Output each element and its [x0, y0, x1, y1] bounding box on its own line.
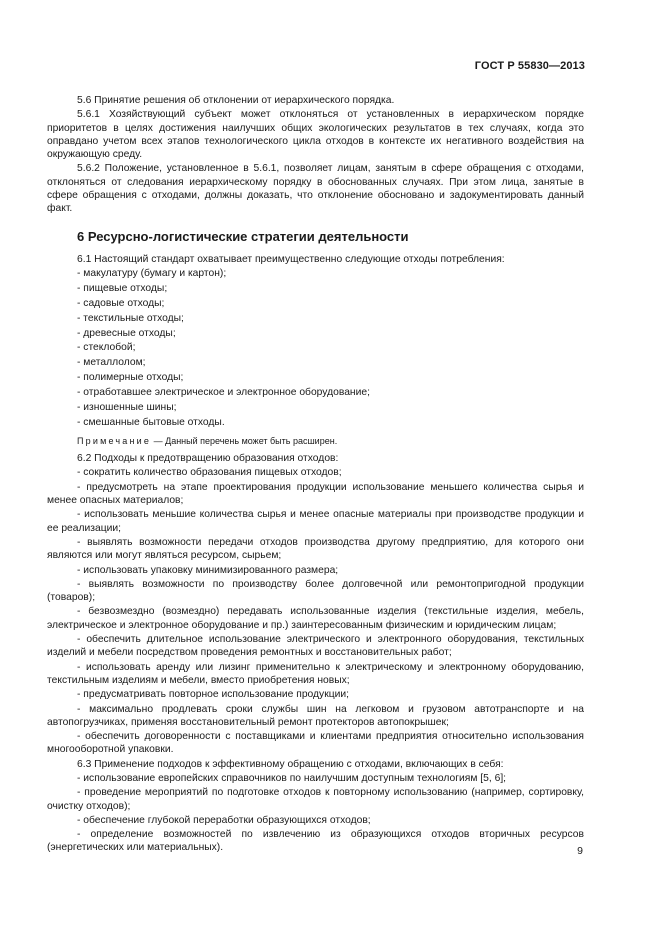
- list-item: - изношенные шины;: [77, 401, 177, 413]
- paragraph-6-2: 6.2 Подходы к предотвращению образования отходов:: [77, 453, 339, 465]
- document-body: [47, 94, 584, 856]
- page-number: 9: [577, 845, 583, 857]
- list-item: - полимерные отходы;: [77, 372, 184, 384]
- list-item: - предусматривать повторное использование продукции;: [77, 689, 349, 701]
- paragraph-5-6-2: 5.6.2 Положение, установленное в 5.6.1, позволяет лицам, занятым в сфере обращения с отходами, отклоняться от следования иерархическому порядку в обоснованных случаях. При этом лица, занятые в сфере обращения с отходами, должны доказать, что отклонение обосновано и задокументировать данный факт.: [47, 163, 584, 215]
- note: [77, 435, 584, 447]
- paragraph-6-1: 6.1 Настоящий стандарт охватывает преимущественно следующие отходы потребления:: [77, 253, 505, 265]
- paragraph-6-3: 6.3 Применение подходов к эффективному обращению с отходами, включающих в себя:: [77, 758, 504, 770]
- paragraph-5-6: 5.6 Принятие решения об отклонении от иерархического порядка.: [77, 95, 395, 106]
- list-item: - выявлять возможности передачи отходов производства другому предприятию, для которого они являются или могут являться ресурсом, сырьем;: [47, 536, 584, 562]
- note-text: — Данный перечень может быть расширен.: [151, 436, 338, 447]
- list-item: - смешанные бытовые отходы.: [77, 416, 225, 428]
- list-item: - предусмотреть на этапе проектирования продукции использование меньшего количества сырья и менее опасных материалов;: [47, 481, 584, 507]
- list-item: - использовать меньшие количества сырья и менее опасные материалы при производстве продукции и ее реализации;: [47, 509, 584, 534]
- list-item: - обеспечение глубокой переработки образующихся отходов;: [77, 814, 371, 826]
- section-6-heading: 6 Ресурсно-логистические стратегии деятельности: [77, 228, 409, 244]
- list-item: - текстильные отходы;: [77, 312, 184, 324]
- waste-list: [47, 267, 584, 429]
- list-item: - садовые отходы;: [77, 297, 165, 309]
- list-item: - обеспечить договоренности с поставщиками и клиентами предприятия относительно использования многооборотной упаковки.: [47, 731, 584, 756]
- list-item: - макулатуру (бумагу и картон);: [77, 267, 227, 279]
- note-label: Примечание: [77, 436, 152, 447]
- list-item: - древесные отходы;: [77, 327, 176, 339]
- document-standard-header: ГОСТ Р 55830—2013: [474, 60, 585, 72]
- list-item: - безвозмездно (возмездно) передавать использованные изделия (текстильные изделия, мебель, электрическое и электронное оборудование и пр.) заинтересованным физическим и юридическим лицам;: [47, 606, 584, 631]
- list-item: - сократить количество образования пищевых отходов;: [77, 467, 342, 479]
- list-item: - металлолом;: [77, 357, 146, 369]
- list-item: - использовать аренду или лизинг применительно к электрическому и электронному оборудованию, текстильным изделиям и мебели, вместо приобретения новых;: [47, 661, 584, 686]
- list-item: - максимально продлевать сроки службы шин на легковом и грузовом автотранспорте и на автопогрузчиках, применяя восстановительный ремонт протекторов автопокрышек;: [47, 703, 584, 728]
- list-item: - стеклобой;: [77, 342, 136, 354]
- list-item: - отработавшее электрическое и электронное оборудование;: [77, 387, 370, 399]
- list-item: - пищевые отходы;: [77, 282, 168, 294]
- paragraph-5-6-1: 5.6.1 Хозяйствующий субъект может отклоняться от установленных в иерархическом порядке приоритетов в целях достижения наилучших общих экологических результатов в тех случаях, когда это оправдано учетом всех этапов технологического цикла отходов в контексте их негативного воздействия на окружающую среду.: [47, 109, 584, 161]
- list-item: - использование европейских справочников по наилучшим доступным технологиям [5, 6];: [77, 773, 507, 784]
- list-item: - определение возможностей по извлечению из образующихся отходов вторичных ресурсов (энергетических или материальных).: [47, 829, 584, 854]
- list-item: - проведение мероприятий по подготовке отходов к повторному использованию (например, сортировку, очистку отходов);: [47, 787, 584, 812]
- list-item: - использовать упаковку минимизированного размера;: [77, 564, 339, 576]
- list-item: - выявлять возможности по производству более долговечной или ремонтопригодной продукции (товаров);: [47, 578, 584, 604]
- list-item: - обеспечить длительное использование электрического и электронного оборудования, текстильных изделий и мебели посредством проведения ремонтных и восстановительных работ;: [47, 634, 584, 659]
